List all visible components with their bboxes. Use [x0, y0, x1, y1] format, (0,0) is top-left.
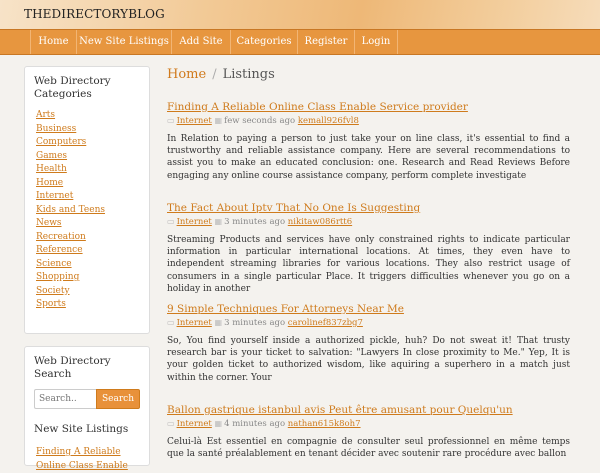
folder-icon: ▭: [167, 116, 175, 125]
search-title: Web Directory Search: [34, 355, 111, 380]
category-link-internet[interactable]: Internet: [36, 191, 74, 201]
category-link-society[interactable]: Society: [36, 285, 70, 296]
listing-meta: [167, 216, 570, 228]
listing-description: So, You find yourself inside a authorized pickle, huh? Do not sweat it! That trusty research bar is your ticket to salvation: "Lawyers In close proximity to Me." Yep, It is your golden ticket to authorized wisdom, like aquiring a superhero in a match just within the corner. Your: [167, 336, 570, 383]
listing-category-link[interactable]: Internet: [176, 318, 212, 328]
listing-category-link[interactable]: Internet: [176, 419, 212, 429]
listing-item: [167, 398, 570, 460]
listing-time: 3 minutes ago: [224, 318, 286, 328]
category-link-news[interactable]: News: [36, 218, 62, 228]
listing-user-link[interactable]: kemall926fvl8: [297, 116, 359, 126]
listing-time: 3 minutes ago: [224, 217, 286, 227]
listing-description: In Relation to paying a person to just take your on line class, it's essential to find a trustworthy and reliable assistance company. Here are several recommendations to assist you to make an educated conclusion: one. Research and Read Reviews Before engaging any online course assistance company, perform complete investigate: [167, 134, 570, 181]
listing-title[interactable]: Finding A Reliable Online Class Enable Service provider: [167, 101, 468, 113]
folder-icon: ▭: [167, 318, 175, 327]
calendar-icon: ▦: [214, 419, 223, 428]
listing-item: [167, 95, 570, 182]
category-link-computers[interactable]: Computers: [36, 137, 87, 147]
listing-description: Streaming Products and services have only constrained rights to indicate particular information in particular international locations. At times, they even have to independent streaming libraries for various locations. They also restrict usage of consumers in a single particular Place. It triggers difficulties whenever you go on a holiday in another: [167, 235, 570, 294]
listing-time: 4 minutes ago: [224, 419, 286, 429]
nav-add-site[interactable]: Add Site: [171, 30, 230, 54]
search-button[interactable]: Search: [96, 389, 140, 409]
listing-title[interactable]: 9 Simple Techniques For Attorneys Near Me: [167, 303, 404, 315]
category-link-science[interactable]: Science: [36, 258, 72, 269]
main-content: [167, 66, 570, 460]
site-title[interactable]: THEDIRECTORYBLOG: [24, 7, 165, 21]
nav-categories[interactable]: Categories: [230, 30, 297, 54]
search-input[interactable]: [34, 389, 96, 409]
breadcrumb-current: Listings: [222, 67, 275, 82]
calendar-icon: ▦: [214, 318, 223, 327]
calendar-icon: ▦: [214, 116, 223, 125]
new-listings-title: New Site Listings: [34, 423, 129, 435]
category-link-business[interactable]: Business: [36, 123, 77, 134]
listing-title[interactable]: The Fact About Iptv That No One Is Suggesting: [167, 202, 421, 214]
listing-user-link[interactable]: nikitaw086rtt6: [287, 217, 353, 227]
folder-icon: ▭: [167, 419, 175, 428]
categories-widget: [24, 66, 150, 334]
nav-register[interactable]: Register: [297, 30, 354, 54]
listing-category-link[interactable]: Internet: [176, 116, 212, 126]
listing-time: few seconds ago: [224, 116, 296, 126]
category-link-games[interactable]: Games: [36, 150, 68, 161]
sidebar: [24, 66, 150, 471]
nav-home[interactable]: Home: [30, 30, 76, 54]
category-link-shopping[interactable]: Shopping: [36, 272, 80, 282]
listing-description: Celui-là Est essentiel en compagnie de consulter seul professionnel en même temps que la santé préalablement en tenant décider avec soutenir rare procédure avec ballon: [167, 437, 570, 460]
folder-icon: ▭: [167, 217, 175, 226]
listing-meta: [167, 115, 570, 127]
listing-user-link[interactable]: nathan615k8oh7: [287, 419, 361, 429]
nav-new-site-listings[interactable]: New Site Listings: [76, 30, 171, 54]
listing-user-link[interactable]: carolinef837zbg7: [287, 318, 363, 328]
category-link-home[interactable]: Home: [36, 177, 64, 188]
category-link-kids-and-teens[interactable]: Kids and Teens: [36, 204, 105, 215]
listing-meta: [167, 418, 570, 430]
breadcrumb: [167, 66, 570, 83]
header-banner: [0, 0, 600, 29]
breadcrumb-separator: /: [212, 67, 217, 82]
listing-item: [167, 297, 570, 384]
category-link-arts[interactable]: Arts: [36, 110, 56, 120]
main-nav: [0, 29, 600, 55]
new-listing-link[interactable]: Finding A Reliable Online Class Enable: [36, 447, 128, 471]
category-link-health[interactable]: Health: [36, 164, 67, 174]
category-link-reference[interactable]: Reference: [36, 245, 83, 255]
calendar-icon: ▦: [214, 217, 223, 226]
listing-item: [167, 196, 570, 295]
listing-category-link[interactable]: Internet: [176, 217, 212, 227]
category-link-recreation[interactable]: Recreation: [36, 231, 86, 242]
listing-title[interactable]: Ballon gastrique istanbul avis Peut être amusant pour Quelqu'un: [167, 404, 513, 416]
listing-meta: [167, 317, 570, 329]
nav-login[interactable]: Login: [354, 30, 398, 54]
categories-title: Web Directory Categories: [34, 75, 111, 100]
search-widget: [24, 346, 150, 471]
category-link-sports[interactable]: Sports: [36, 299, 66, 309]
search-form: [34, 389, 140, 409]
breadcrumb-home[interactable]: Home: [167, 67, 207, 82]
